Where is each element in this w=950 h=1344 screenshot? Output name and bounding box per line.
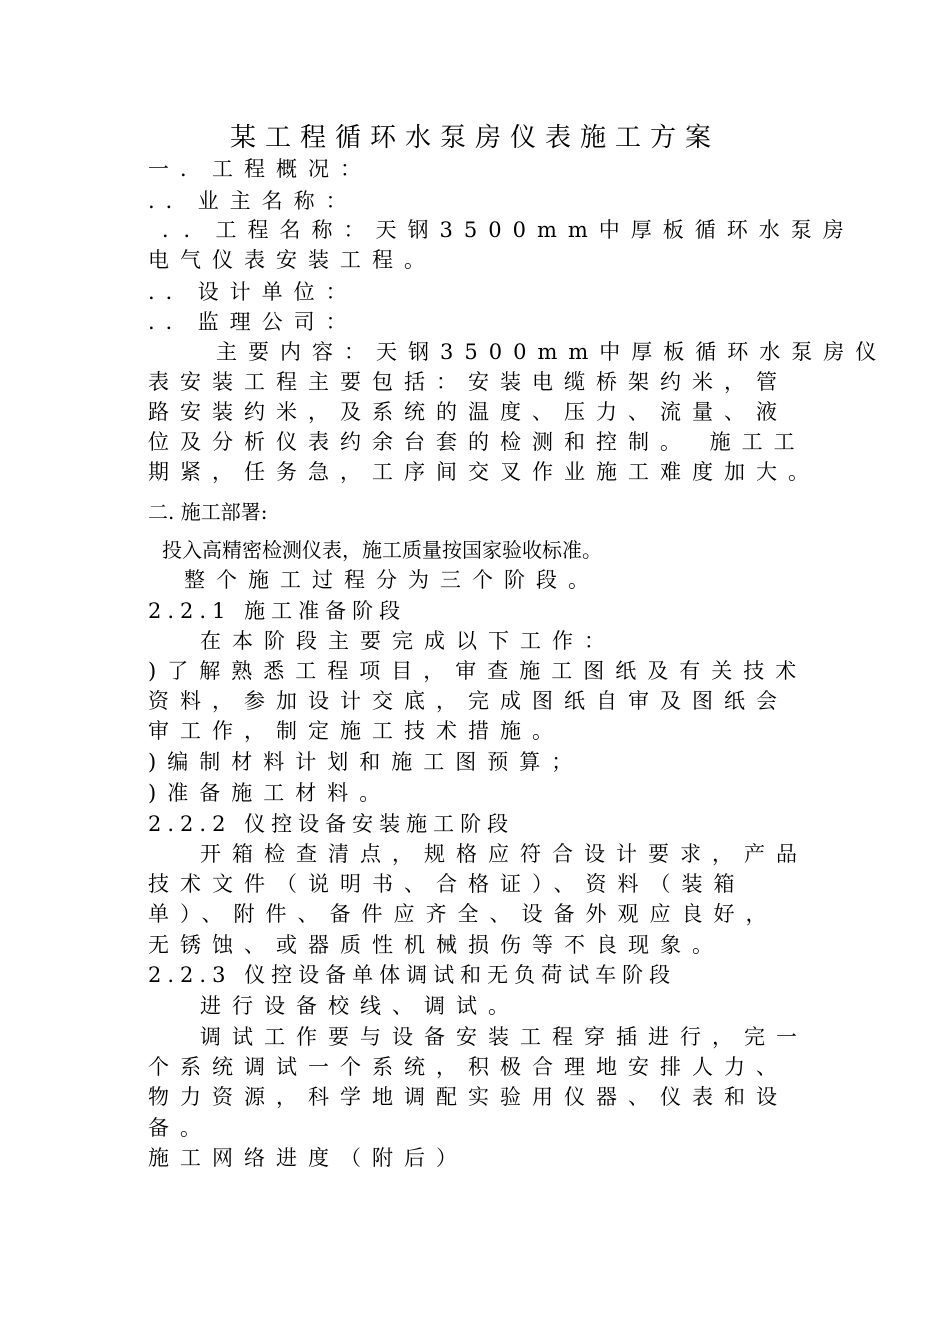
stage1-item-1: )了解熟悉工程项目，审查施工图纸及有关技术 [148,659,808,683]
stage3-paragraph: 备。 [148,1116,212,1140]
stage2-paragraph: 开箱检查清点，规格应符合设计要求，产品 [200,842,808,866]
stages-overview: 整个施工过程分为三个阶段。 [184,568,600,592]
stage1-item-2: )编制材料计划和施工图预算； [148,750,584,774]
design-unit-line: .．设计单位： [148,280,358,304]
document-title: 某工程循环水泵房仪表施工方案 [229,123,720,153]
subsection-heading-2-2-3: 2.2.3 仪控设备单体调试和无负荷试车阶段 [148,963,677,987]
deployment-statement: 投入高精密检测仪表，施工质量按国家验收标准。 [162,538,602,562]
stage1-intro: 在本阶段主要完成以下工作： [200,629,616,653]
project-name-line: ．．工程名称：天钢3500mm中厚板循环水泵房 [162,218,855,242]
stage2-paragraph: 技术文件（说明书、合格证）、资料（装箱 [148,872,746,896]
stage1-item-3: )准备施工材料。 [148,781,392,805]
stage2-paragraph: 单）、附件、备件应齐全、设备外观应良好， [148,902,778,926]
project-name-line-cont: 电气仪表安装工程。 [148,248,436,272]
stage1-item-1-cont: 审工作，制定施工技术措施。 [148,719,564,743]
main-content-paragraph: 表安装工程主要包括：安装电缆桥架约米，管 [148,370,788,394]
section-heading-construction-deployment: 二. 施工部署: [148,500,268,524]
subsection-heading-2-2-2: 2.2.2 仪控设备安装施工阶段 [148,812,515,836]
main-content-paragraph: 位及分析仪表约余台套的检测和控制。 施工工 [148,430,806,454]
stage1-item-1-cont: 资料，参加设计交底，完成图纸自审及图纸会 [148,689,788,713]
stage2-paragraph: 无锈蚀、或器质性机械损伤等不良现象。 [148,933,724,957]
stage3-paragraph: 物力资源，科学地调配实验用仪器、仪表和设 [148,1085,788,1109]
stage3-paragraph: 调试工作要与设备安装工程穿插进行，完一 [200,1025,808,1049]
supervision-company-line: .．监理公司： [148,310,358,334]
schedule-note: 施工网络进度（附后） [148,1146,468,1170]
main-content-paragraph: 主要内容：天钢3500mm中厚板循环水泵房仪 [216,340,888,364]
stage3-intro: 进行设备校线、调试。 [200,994,520,1018]
subsection-heading-2-2-1: 2.2.1 施工准备阶段 [148,599,407,623]
main-content-paragraph: 路安装约米，及系统的温度、压力、流量、液 [148,400,788,424]
section-heading-project-overview: 一．工程概况： [148,157,372,181]
owner-name-line: .．业主名称： [148,189,358,213]
stage3-paragraph: 个系统调试一个系统，积极合理地安排人力、 [148,1055,788,1079]
main-content-paragraph: 期紧，任务急，工序间交叉作业施工难度加大。 [148,460,820,484]
